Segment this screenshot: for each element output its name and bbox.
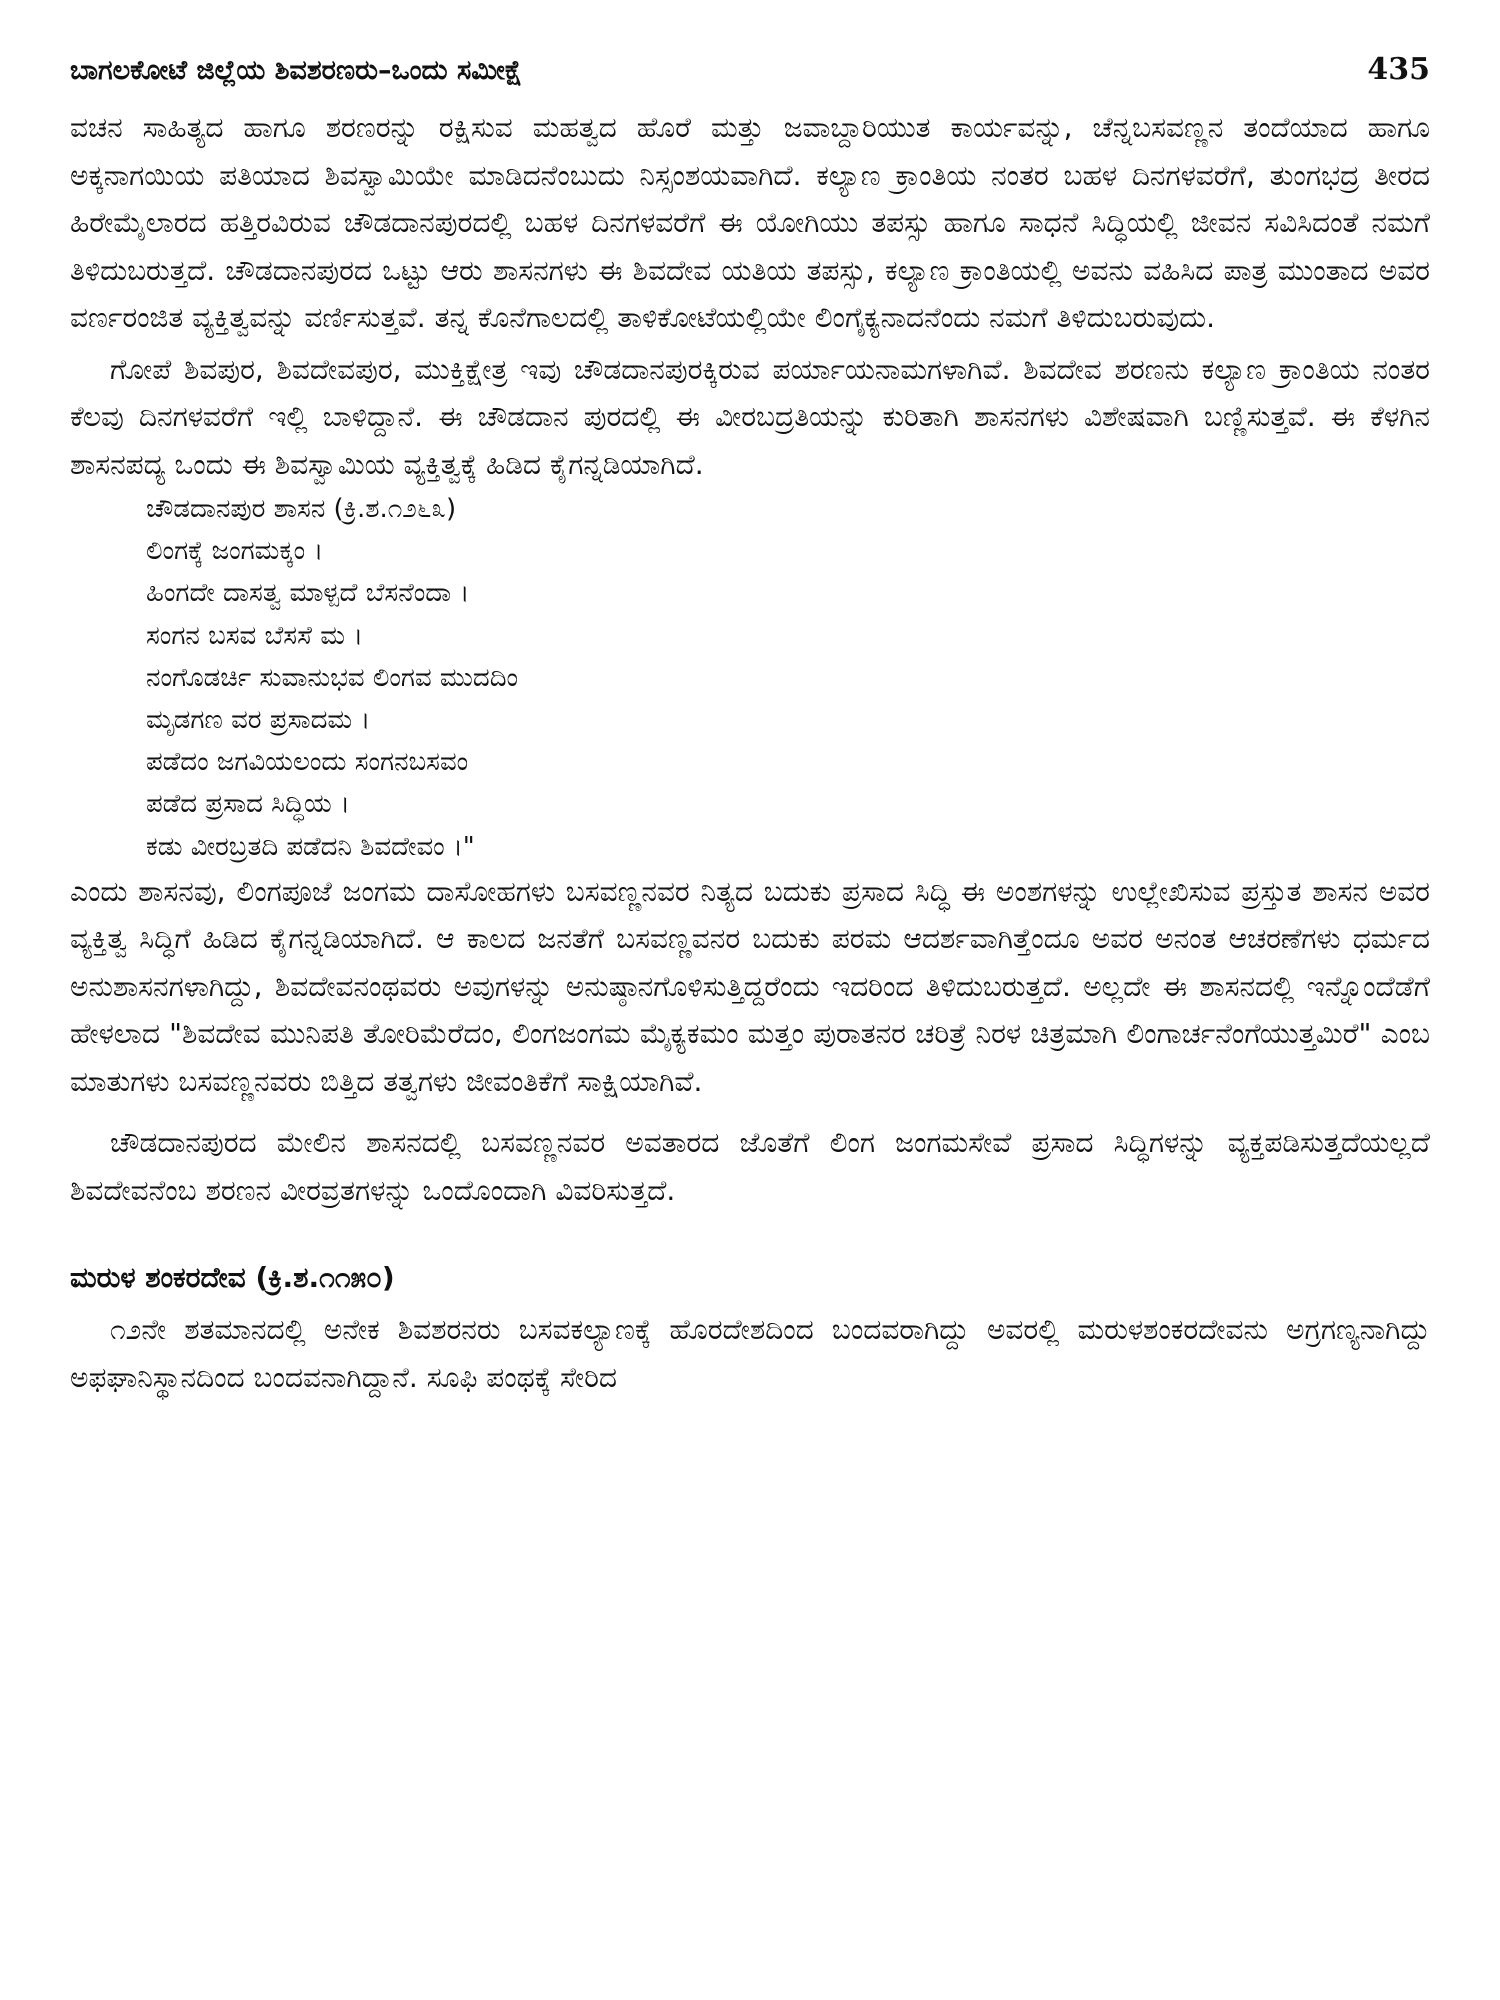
verse-line: ಪಡೆದ ಪ್ರಸಾದ ಸಿದ್ಧಿಯ । <box>146 789 350 820</box>
paragraph-1: ವಚನ ಸಾಹಿತ್ಯದ ಹಾಗೂ ಶರಣರನ್ನು ರಕ್ಷಿಸುವ ಮಹತ್ವದ ಹೊರೆ ಮತ್ತು ಜವಾಬ್ದಾರಿಯುತ ಕಾರ್ಯವನ್ನು, ಚೆನ್ನಬಸವಣ್ಣನ ತಂದೆಯಾದ ಹಾಗೂ ಅಕ್ಕನಾಗಯಿಯ ಪತಿಯಾದ ಶಿವಸ್ವಾಮಿಯೇ ಮಾಡಿದನೆಂಬುದು ನಿಸ್ಸಂಶಯವಾಗಿದೆ. ಕಲ್ಯಾಣ ಕ್ರಾಂತಿಯ ನಂತರ ಬಹಳ ದಿನಗಳವರೆಗೆ, ತುಂಗಭದ್ರ ತೀರದ ಹಿರೇಮೈಲಾರದ ಹತ್ತಿರವಿರುವ ಚೌಡದಾನಪುರದಲ್ಲಿ ಬಹಳ ದಿನಗಳವರೆಗೆ ಈ ಯೋಗಿಯು ತಪಸ್ಸು ಹಾಗೂ ಸಾಧನೆ ಸಿದ್ಧಿಯಲ್ಲಿ ಜೀವನ ಸವಿಸಿದಂತೆ ನಮಗೆ ತಿಳಿದುಬರುತ್ತದೆ. ಚೌಡದಾನಪುರದ ಒಟ್ಟು ಆರು ಶಾಸನಗಳು ಈ ಶಿವದೇವ ಯತಿಯ ತಪಸ್ಸು, ಕಲ್ಯಾಣ ಕ್ರಾಂತಿಯಲ್ಲಿ ಅವನು ವಹಿಸಿದ ಪಾತ್ರ ಮುಂತಾದ ಅವರ ವರ್ಣರಂಜಿತ ವ್ಯಕ್ತಿತ್ವವನ್ನು ವರ್ಣಿಸುತ್ತವೆ. ತನ್ನ ಕೊನೆಗಾಲದಲ್ಲಿ ತಾಳಿಕೋಟೆಯಲ್ಲಿಯೇ ಲಿಂಗೈಕ್ಯನಾದನೆಂದು ನಮಗೆ ತಿಳಿದುಬರುವುದು. <box>70 111 1430 334</box>
verse-line: ಕಡು ವೀರಬ್ರತದಿ ಪಡೆದನಿ ಶಿವದೇವಂ ।" <box>146 831 475 862</box>
page-number: 435 <box>1367 52 1430 87</box>
verse-line: ಲಿಂಗಕ್ಕೆ ಜಂಗಮಕ್ಕಂ । <box>146 536 324 567</box>
paragraph-2: ಗೋಪೆ ಶಿವಪುರ, ಶಿವದೇವಪುರ, ಮುಕ್ತಿಕ್ಷೇತ್ರ ಇವು ಚೌಡದಾನಪುರಕ್ಕಿರುವ ಪರ್ಯಾಯನಾಮಗಳಾಗಿವೆ. ಶಿವದೇವ ಶರಣನು ಕಲ್ಯಾಣ ಕ್ರಾಂತಿಯ ನಂತರ ಕೆಲವು ದಿನಗಳವರೆಗೆ ಇಲ್ಲಿ ಬಾಳಿದ್ದಾನೆ. ಈ ಚೌಡದಾನ ಪುರದಲ್ಲಿ ಈ ವೀರಬದ್ರತಿಯನ್ನು ಕುರಿತಾಗಿ ಶಾಸನಗಳು ವಿಶೇಷವಾಗಿ ಬಣ್ಣಿಸುತ್ತವೆ. ಈ ಕೆಳಗಿನ ಶಾಸನಪದ್ಯ ಒಂದು ಈ ಶಿವಸ್ವಾಮಿಯ ವ್ಯಕ್ತಿತ್ವಕ್ಕೆ ಹಿಡಿದ ಕೈಗನ್ನಡಿಯಾಗಿದೆ. <box>70 352 1430 481</box>
document-page <box>70 52 1430 1401</box>
paragraph-3: ಎಂದು ಶಾಸನವು, ಲಿಂಗಪೂಜೆ ಜಂಗಮ ದಾಸೋಹಗಳು ಬಸವಣ್ಣನವರ ನಿತ್ಯದ ಬದುಕು ಪ್ರಸಾದ ಸಿದ್ಧಿ ಈ ಅಂಶಗಳನ್ನು ಉಲ್ಲೇಖಿಸುವ ಪ್ರಸ್ತುತ ಶಾಸನ ಅವರ ವ್ಯಕ್ತಿತ್ವ ಸಿದ್ಧಿಗೆ ಹಿಡಿದ ಕೈಗನ್ನಡಿಯಾಗಿದೆ. ಆ ಕಾಲದ ಜನತೆಗೆ ಬಸವಣ್ಣವನರ ಬದುಕು ಪರಮ ಆದರ್ಶವಾಗಿತ್ತೆಂದೂ ಅವರ ಅನಂತ ಆಚರಣೆಗಳು ಧರ್ಮದ ಅನುಶಾಸನಗಳಾಗಿದ್ದು, ಶಿವದೇವನಂಥವರು ಅವುಗಳನ್ನು ಅನುಷ್ಠಾನಗೊಳಿಸುತ್ತಿದ್ದರೆಂದು ಇದರಿಂದ ತಿಳಿದುಬರುತ್ತದೆ. ಅಲ್ಲದೇ ಈ ಶಾಸನದಲ್ಲಿ ಇನ್ನೊಂದೆಡೆಗೆ ಹೇಳಲಾದ "ಶಿವದೇವ ಮುನಿಪತಿ ತೋರಿಮೆರೆದಂ, ಲಿಂಗಜಂಗಮ ಮೈಕ್ಯಕಮಂ ಮತ್ತಂ ಪುರಾತನರ ಚರಿತ್ರೆ ನಿರಳ ಚಿತ್ರಮಾಗಿ ಲಿಂಗಾರ್ಚನೆಂಗೆಯುತ್ತಮಿರೆ" ಎಂಬ ಮಾತುಗಳು ಬಸವಣ್ಣನವರು ಬಿತ್ತಿದ ತತ್ವಗಳು ಜೀವಂತಿಕೆಗೆ ಸಾಕ್ಷಿಯಾಗಿವೆ. <box>70 874 1430 1098</box>
page-header <box>70 52 1430 104</box>
verse-line: ಮೃಡಗಣ ವರ ಪ್ರಸಾದಮ । <box>146 705 371 736</box>
paragraph-5: ೧೨ನೇ ಶತಮಾನದಲ್ಲಿ ಅನೇಕ ಶಿವಶರನರು ಬಸವಕಲ್ಯಾಣಕ್ಕೆ ಹೊರದೇಶದಿಂದ ಬಂದವರಾಗಿದ್ದು ಅವರಲ್ಲಿ ಮರುಳಶಂಕರದೇವನು ಅಗ್ರಗಣ್ಯನಾಗಿದ್ದು ಅಫಘಾನಿಸ್ಥಾನದಿಂದ ಬಂದವನಾಗಿದ್ದಾನೆ. ಸೂಫಿ ಪಂಥಕ್ಕೆ ಸೇರಿದ <box>70 1313 1430 1394</box>
running-title: ಬಾಗಲಕೋಟೆ ಜಿಲ್ಲೆಯ ಶಿವಶರಣರು–ಒಂದು ಸಮೀಕ್ಷೆ <box>70 55 523 86</box>
verse-line: ಸಂಗನ ಬಸವ ಬೆಸಸೆ ಮ । <box>146 620 364 651</box>
verse-line: ಪಡೆದಂ ಜಗವಿಯಲಂದು ಸಂಗನಬಸವಂ <box>146 747 469 778</box>
inscription-verse <box>70 488 1430 868</box>
paragraph-4: ಚೌಡದಾನಪುರದ ಮೇಲಿನ ಶಾಸನದಲ್ಲಿ ಬಸವಣ್ಣನವರ ಅವತಾರದ ಜೊತೆಗೆ ಲಿಂಗ ಜಂಗಮಸೇವೆ ಪ್ರಸಾದ ಸಿದ್ಧಿಗಳನ್ನು ವ್ಯಕ್ತಪಡಿಸುತ್ತದೆಯಲ್ಲದೆ ಶಿವದೇವನೆಂಬ ಶರಣನ ವೀರವ್ರತಗಳನ್ನು ಒಂದೊಂದಾಗಿ ವಿವರಿಸುತ್ತದೆ. <box>70 1126 1430 1207</box>
section-heading: ಮರುಳ ಶಂಕರದೇವ (ಕ್ರಿ.ಶ.೧೧೫೦) <box>70 1261 395 1295</box>
inscription-title: ಚೌಡದಾನಪುರ ಶಾಸನ (ಕ್ರಿ.ಶ.೧೨೬೩) <box>146 494 457 524</box>
verse-line: ಹಿಂಗದೇ ದಾಸತ್ವ ಮಾಳ್ಪದೆ ಬೆಸನೆಂದಾ । <box>146 578 470 609</box>
verse-line: ನಂಗೊಡರ್ಚಿ ಸುವಾನುಭವ ಲಿಂಗವ ಮುದದಿಂ <box>146 662 519 693</box>
